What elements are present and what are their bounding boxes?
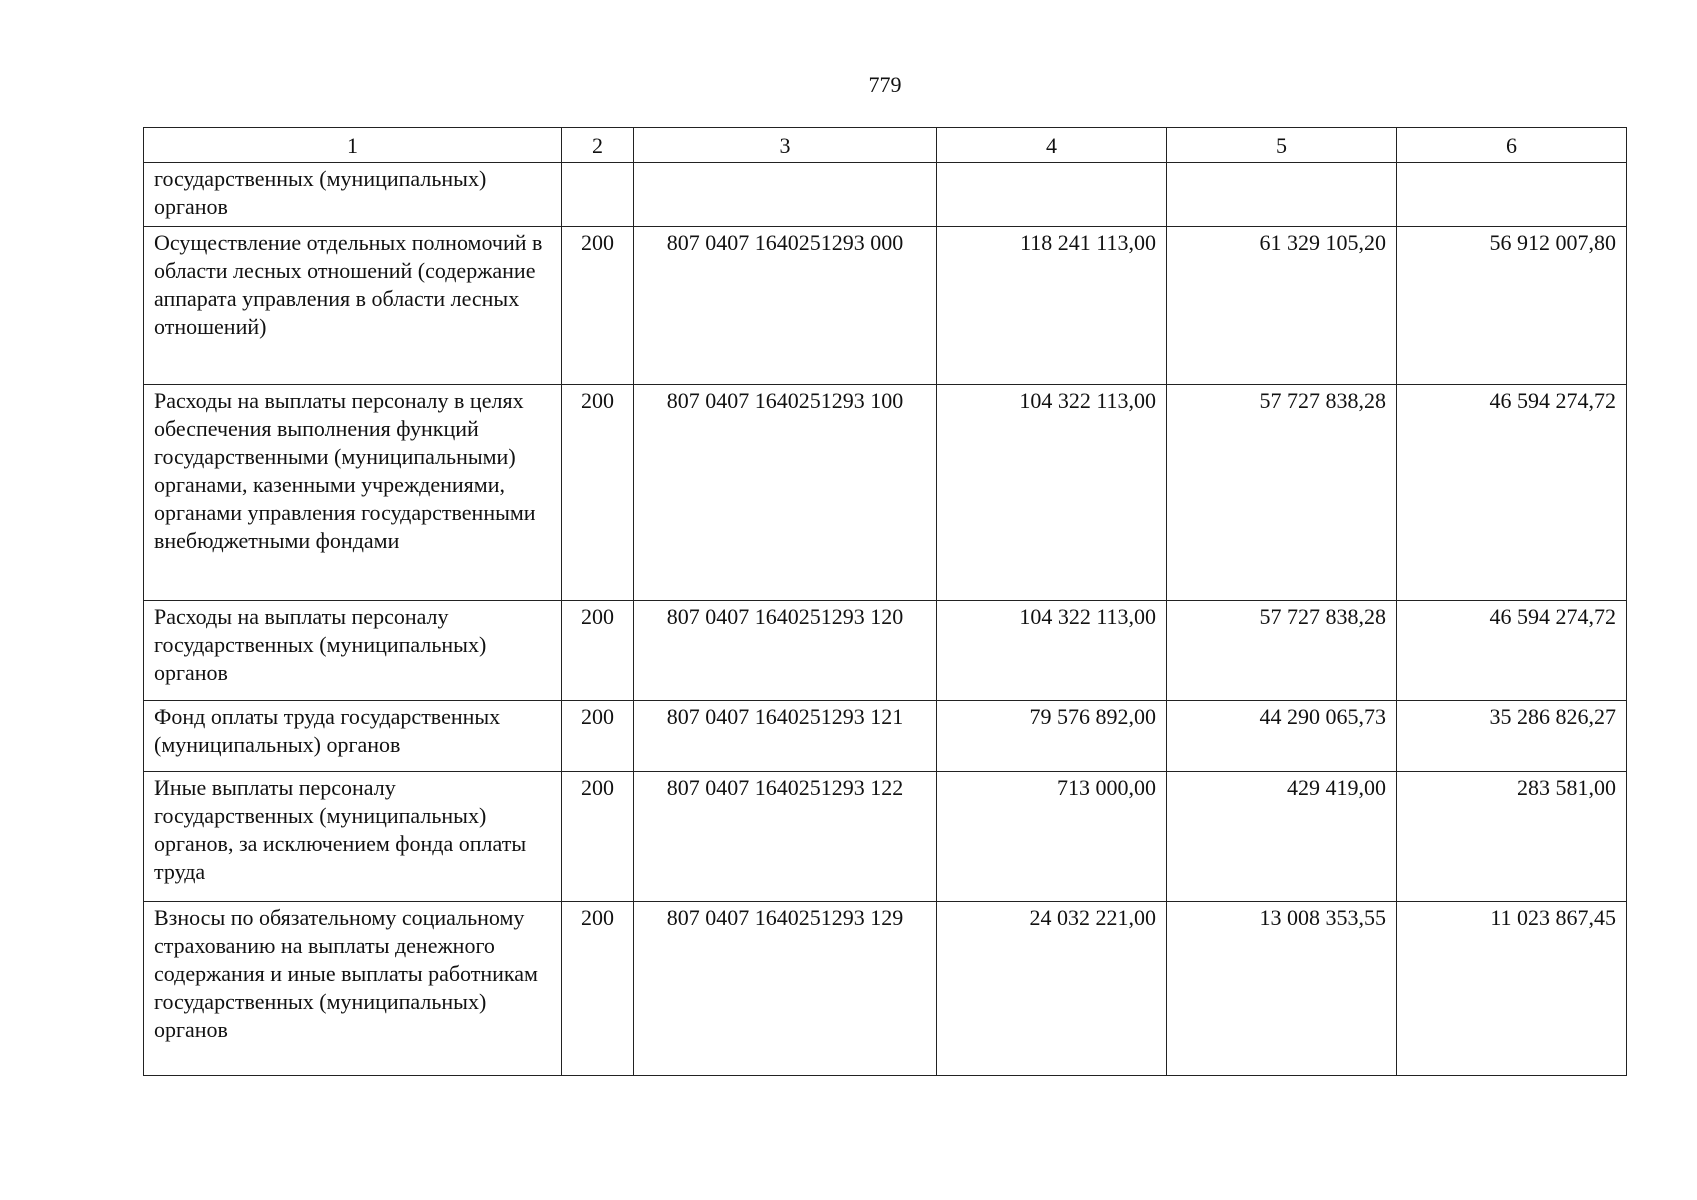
row-name: государственных (муниципальных) органов <box>144 163 562 227</box>
row-name: Осуществление отдельных полномочий в области лесных отношений (содержание аппарата управления в области лесных отношений) <box>144 227 562 385</box>
column-header: 2 <box>562 128 634 163</box>
row-amount-6: 56 912 007,80 <box>1397 227 1627 385</box>
row-col2: 200 <box>562 902 634 1076</box>
page-number: 779 <box>868 72 902 97</box>
row-code: 807 0407 1640251293 122 <box>634 772 937 902</box>
row-amount-4: 79 576 892,00 <box>937 701 1167 772</box>
table-row <box>144 701 1627 772</box>
table-row <box>144 163 1627 227</box>
row-amount-4: 104 322 113,00 <box>937 385 1167 601</box>
row-code: 807 0407 1640251293 000 <box>634 227 937 385</box>
budget-table <box>143 127 1627 1076</box>
row-amount-5 <box>1167 163 1397 227</box>
row-amount-6: 46 594 274,72 <box>1397 601 1627 701</box>
row-col2: 200 <box>562 227 634 385</box>
row-name: Фонд оплаты труда государственных (муниципальных) органов <box>144 701 562 772</box>
row-col2: 200 <box>562 601 634 701</box>
table-row <box>144 227 1627 385</box>
row-col2 <box>562 163 634 227</box>
row-amount-6: 11 023 867,45 <box>1397 902 1627 1076</box>
row-name: Расходы на выплаты персоналу государственных (муниципальных) органов <box>144 601 562 701</box>
row-code: 807 0407 1640251293 129 <box>634 902 937 1076</box>
row-amount-5: 44 290 065,73 <box>1167 701 1397 772</box>
row-amount-5: 57 727 838,28 <box>1167 601 1397 701</box>
row-amount-4: 24 032 221,00 <box>937 902 1167 1076</box>
row-amount-4: 118 241 113,00 <box>937 227 1167 385</box>
row-amount-4: 713 000,00 <box>937 772 1167 902</box>
row-amount-6 <box>1397 163 1627 227</box>
row-amount-6: 46 594 274,72 <box>1397 385 1627 601</box>
row-code: 807 0407 1640251293 100 <box>634 385 937 601</box>
row-amount-4: 104 322 113,00 <box>937 601 1167 701</box>
table-row <box>144 902 1627 1076</box>
column-header: 1 <box>144 128 562 163</box>
row-amount-5: 61 329 105,20 <box>1167 227 1397 385</box>
row-amount-5: 429 419,00 <box>1167 772 1397 902</box>
row-amount-6: 283 581,00 <box>1397 772 1627 902</box>
column-header: 4 <box>937 128 1167 163</box>
table-row <box>144 772 1627 902</box>
table-row <box>144 601 1627 701</box>
row-name: Взносы по обязательному социальному страхованию на выплаты денежного содержания и иные выплаты работникам государственных (муниципальных) органов <box>144 902 562 1076</box>
column-header: 5 <box>1167 128 1397 163</box>
row-name: Расходы на выплаты персоналу в целях обеспечения выполнения функций государственными (муниципальными) органами, казенными учреждениями, органами управления государственными внебюджетными фондами <box>144 385 562 601</box>
row-col2: 200 <box>562 772 634 902</box>
row-amount-5: 13 008 353,55 <box>1167 902 1397 1076</box>
table-row <box>144 385 1627 601</box>
row-amount-6: 35 286 826,27 <box>1397 701 1627 772</box>
row-amount-5: 57 727 838,28 <box>1167 385 1397 601</box>
column-header: 3 <box>634 128 937 163</box>
row-name: Иные выплаты персоналу государственных (муниципальных) органов, за исключением фонда оплаты труда <box>144 772 562 902</box>
row-code: 807 0407 1640251293 121 <box>634 701 937 772</box>
row-col2: 200 <box>562 701 634 772</box>
row-code <box>634 163 937 227</box>
row-amount-4 <box>937 163 1167 227</box>
row-col2: 200 <box>562 385 634 601</box>
header-row <box>144 128 1627 163</box>
column-header: 6 <box>1397 128 1627 163</box>
row-code: 807 0407 1640251293 120 <box>634 601 937 701</box>
